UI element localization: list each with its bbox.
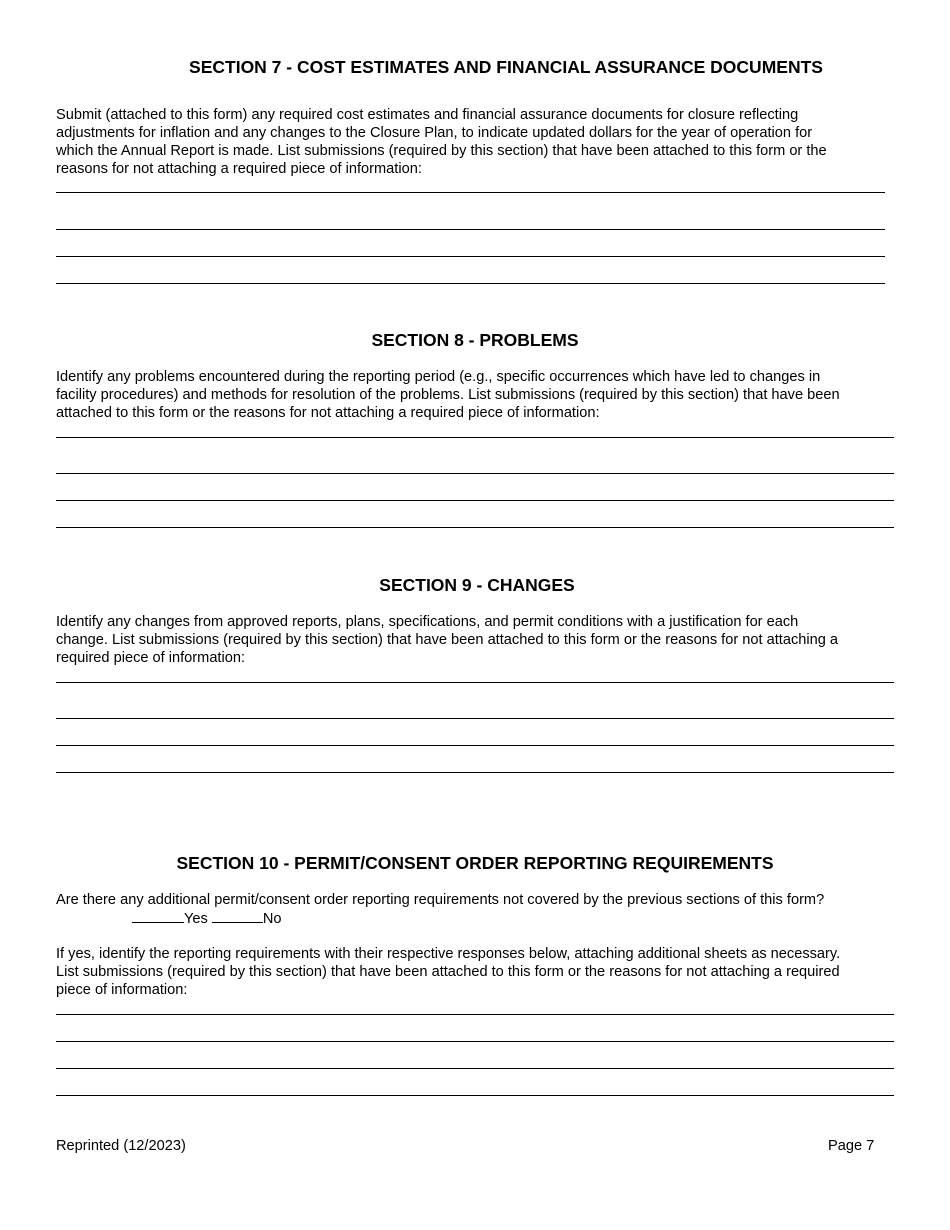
section-8-answer-line[interactable] [56, 500, 894, 501]
section-8-instructions: Identify any problems encountered during the reporting period (e.g., specific occurrences which have led to changes in facility procedures) and methods for resolution of the problems. List submissions (required by this section) that have been attached to this form or the reasons for not attaching a required piece of information: [56, 369, 840, 421]
section-7-answer-line[interactable] [56, 192, 885, 193]
section-10-answer-line[interactable] [56, 1095, 894, 1096]
yes-no-choice [132, 909, 282, 928]
section-10-answer-line[interactable] [56, 1068, 894, 1069]
section-8-answer-line[interactable] [56, 473, 894, 474]
section-9-heading: SECTION 9 - CHANGES [379, 575, 575, 595]
section-9-answer-line[interactable] [56, 718, 894, 719]
section-7-answer-line[interactable] [56, 283, 885, 284]
section-9-answer-line[interactable] [56, 772, 894, 773]
section-9-answer-line[interactable] [56, 745, 894, 746]
section-7-answer-line[interactable] [56, 256, 885, 257]
section-10-answer-line[interactable] [56, 1014, 894, 1015]
section-7-heading: SECTION 7 - COST ESTIMATES AND FINANCIAL ASSURANCE DOCUMENTS [189, 57, 823, 77]
no-blank[interactable] [212, 909, 263, 923]
footer-reprint-date: Reprinted (12/2023) [56, 1138, 186, 1154]
yes-label: Yes [184, 911, 208, 927]
no-label: No [262, 911, 282, 927]
section-8-answer-line[interactable] [56, 437, 894, 438]
section-7-instructions: Submit (attached to this form) any required cost estimates and financial assurance documents for closure reflecting adjustments for inflation and any changes to the Closure Plan, to indicate updated dollars for the year of operation for which the Annual Report is made. List submissions (required by this section) that have been attached to this form or the reasons for not attaching a required piece of information: [56, 107, 827, 177]
footer-page-number: Page 7 [828, 1138, 875, 1154]
section-9-answer-line[interactable] [56, 682, 894, 683]
section-10-instructions: If yes, identify the reporting requirements with their respective responses below, attaching additional sheets as necessary. List submissions (required by this section) that have been attached to this form or the reasons for not attaching a required piece of information: [56, 946, 841, 998]
section-10-answer-line[interactable] [56, 1041, 894, 1042]
section-10-heading: SECTION 10 - PERMIT/CONSENT ORDER REPORTING REQUIREMENTS [176, 853, 774, 873]
section-8-answer-line[interactable] [56, 527, 894, 528]
section-8-heading: SECTION 8 - PROBLEMS [371, 330, 579, 350]
section-9-instructions: Identify any changes from approved reports, plans, specifications, and permit conditions with a justification for each change. List submissions (required by this section) that have been attached to this form or the reasons for not attaching a required piece of information: [56, 614, 839, 666]
section-10-question: Are there any additional permit/consent order reporting requirements not covered by the previous sections of this form? [56, 892, 825, 908]
yes-blank[interactable] [132, 909, 184, 923]
section-7-answer-line[interactable] [56, 229, 885, 230]
